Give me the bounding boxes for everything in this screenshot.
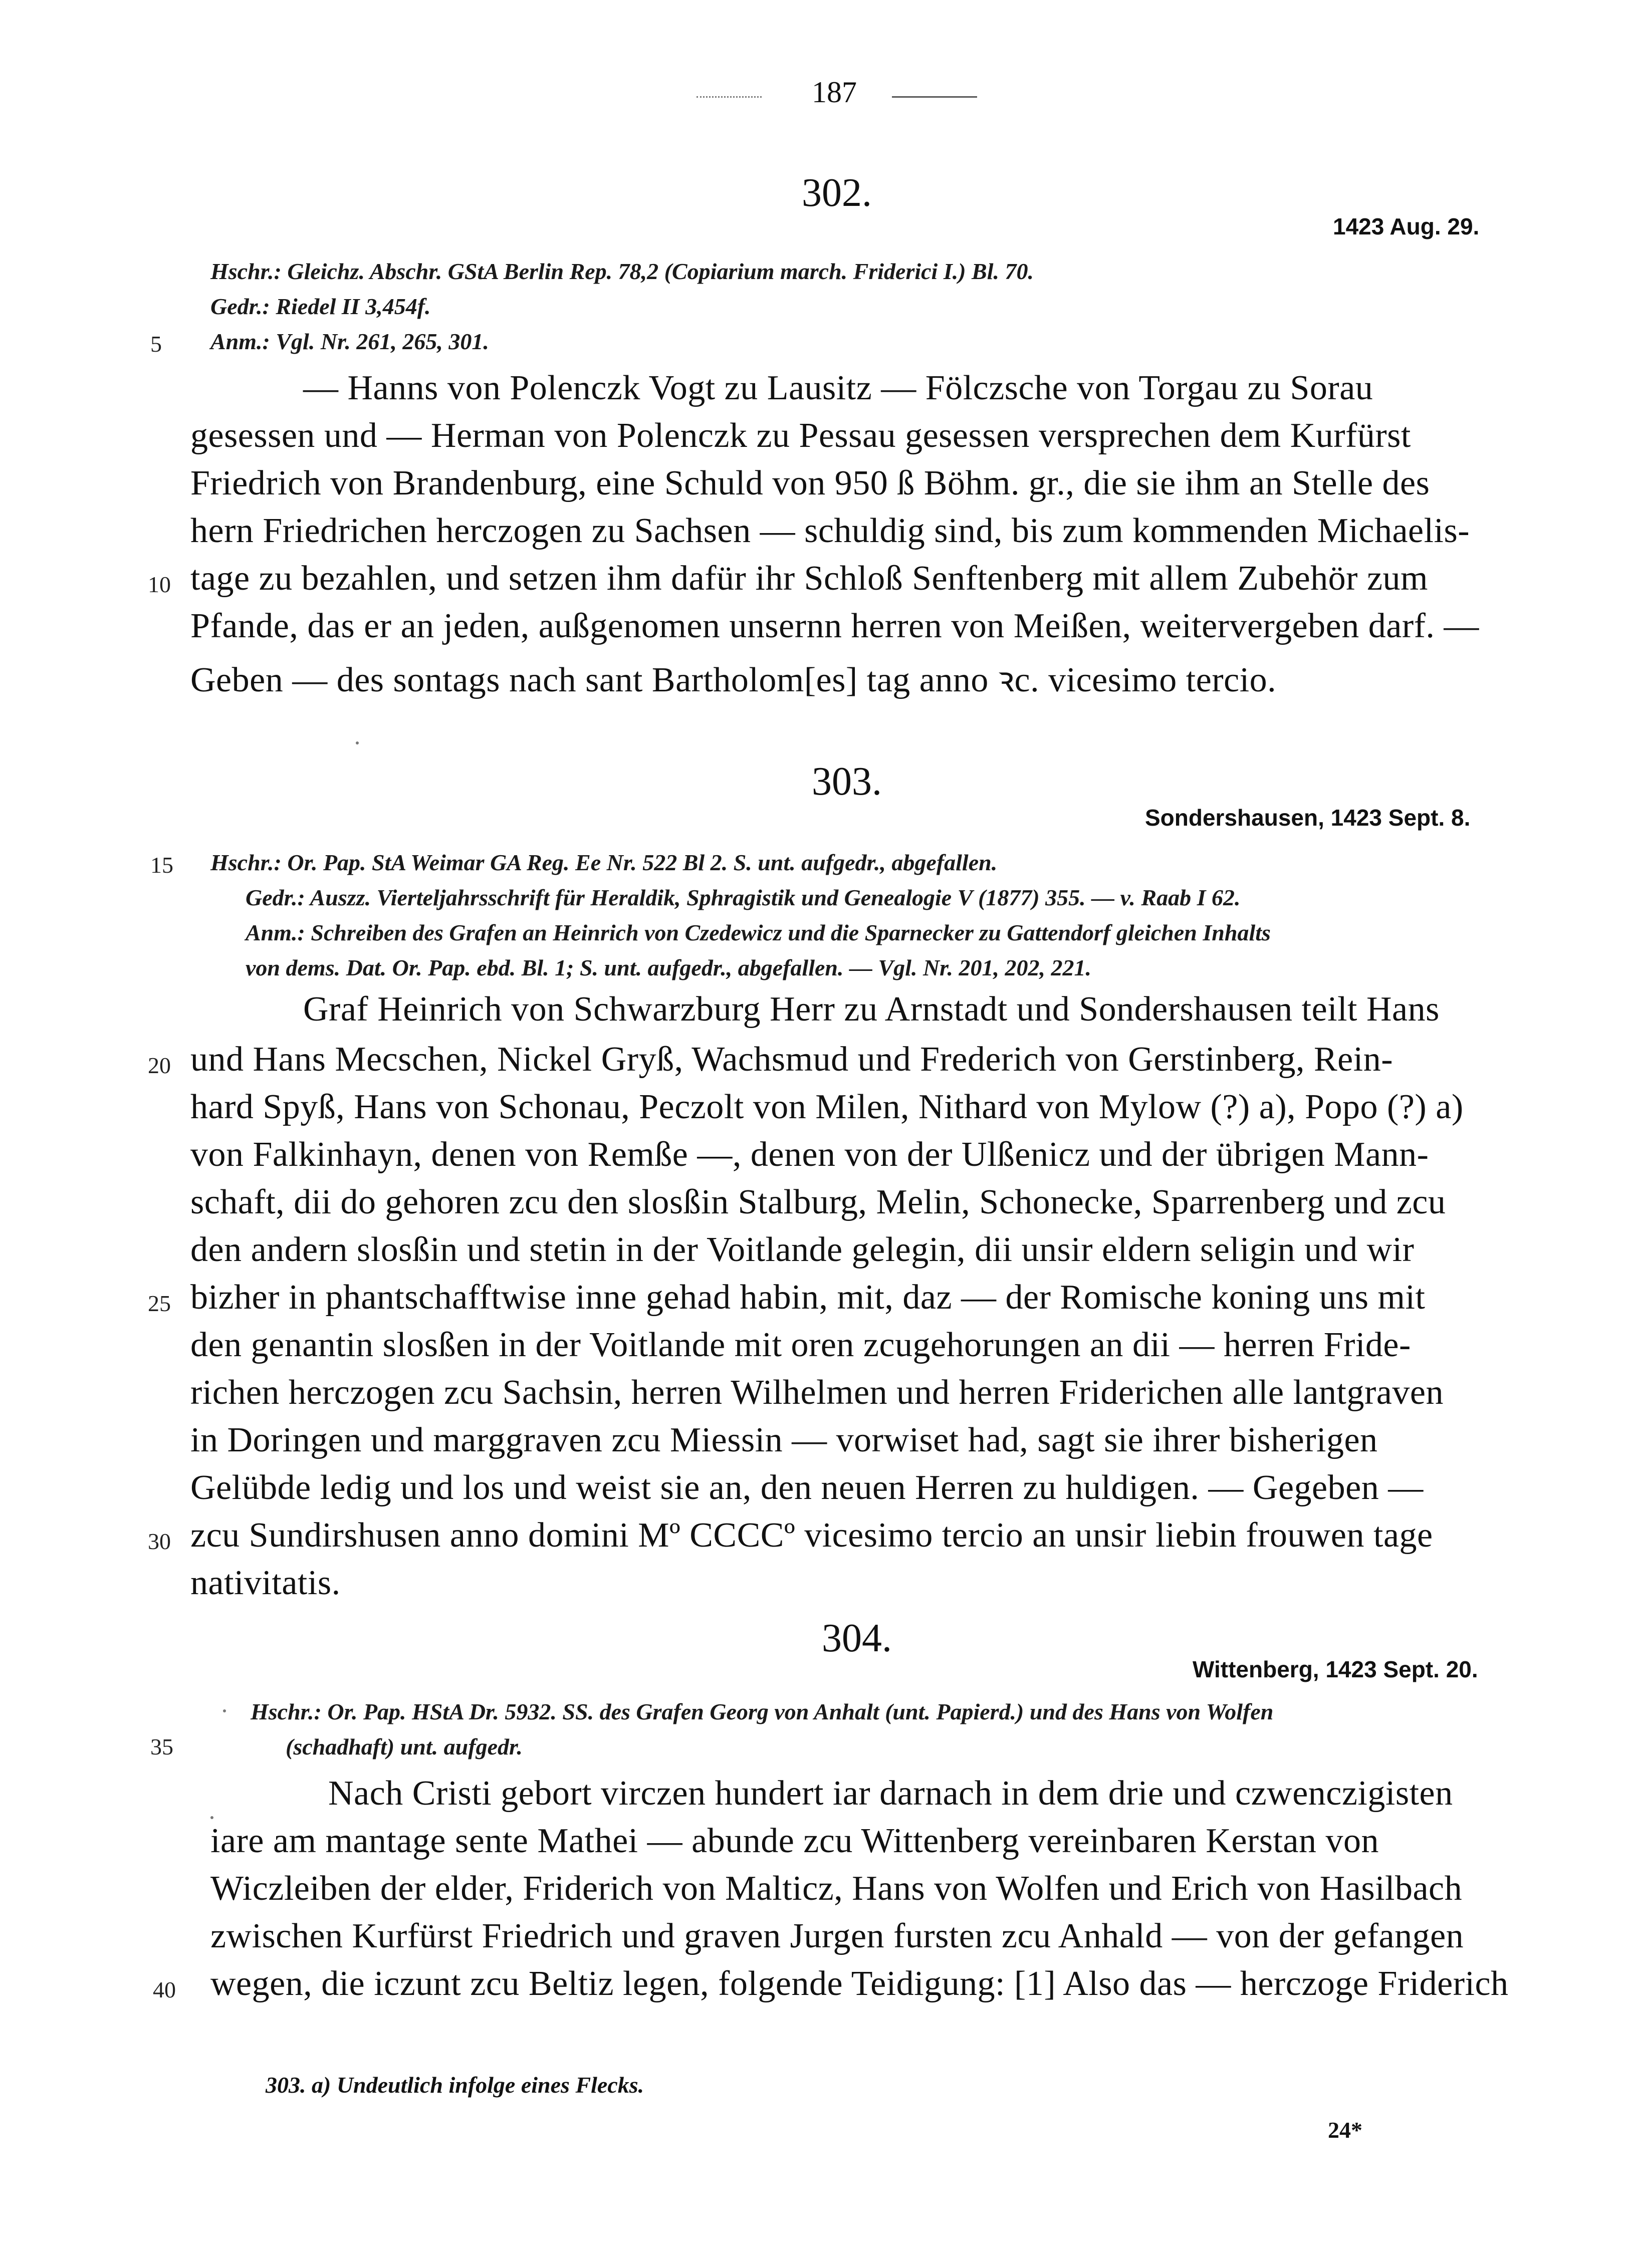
regest-line: bizher in phantschafftwise inne gehad habin, mit, daz — der Romische koning uns mit	[190, 1278, 1426, 1317]
apparatus-line: Hschr.: Or. Pap. HStA Dr. 5932. SS. des Grafen Georg von Anhalt (unt. Papierd.) und des Hans von Wolfen	[251, 1699, 1274, 1724]
regest-line: zwischen Kurfürst Friedrich und graven Jurgen fursten zcu Anhald — von der gefangen	[210, 1917, 1464, 1955]
regest-line: hern Friedrichen herczogen zu Sachsen — schuldig sind, bis zum kommenden Michaelis-	[190, 512, 1470, 550]
apparatus-line: Anm.: Vgl. Nr. 261, 265, 301.	[210, 329, 489, 354]
regest-line: in Doringen und marggraven zcu Miessin — vorwiset had, sagt sie ihrer bisherigen	[190, 1421, 1378, 1459]
line-number: 20	[148, 1053, 171, 1078]
regest-line: Wiczleiben der elder, Friderich von Malticz, Hans von Wolfen und Erich von Hasilbach	[210, 1869, 1463, 1908]
regest-line: zcu Sundirshusen anno domini Mº CCCCº vicesimo tercio an unsir liebin frouwen tage	[190, 1516, 1433, 1555]
apparatus-line: Hschr.: Gleichz. Abschr. GStA Berlin Rep. 78,2 (Copiarium march. Friderici I.) Bl. 70.	[210, 259, 1034, 284]
regest-line: Geben — des sontags nach sant Bartholom[es] tag anno ꝛc. vicesimo tercio.	[190, 661, 1277, 699]
apparatus-line: Hschr.: Or. Pap. StA Weimar GA Reg. Ee Nr. 522 Bl 2. S. unt. aufgedr., abgefallen.	[210, 850, 998, 875]
regest-line: hard Spyß, Hans von Schonau, Peczolt von Milen, Nithard von Mylow (?) a), Popo (?) a)	[190, 1088, 1464, 1126]
apparatus-line: Gedr.: Riedel II 3,454f.	[210, 294, 431, 319]
page-number: 187	[812, 76, 857, 109]
regest-line: Pfande, das er an jeden, außgenomen unsernn herren von Meißen, weitervergeben darf. —	[190, 607, 1479, 645]
line-number: 10	[148, 572, 171, 597]
line-number: 15	[150, 852, 173, 878]
document-number: 304.	[822, 1616, 892, 1660]
regest-line: Nach Cristi gebort virczen hundert iar darnach in dem drie und czwenczigisten	[328, 1774, 1453, 1813]
paper-speck	[356, 741, 359, 744]
line-number: 25	[148, 1291, 171, 1316]
footnote: 303. a) Undeutlich infolge eines Flecks.	[266, 2072, 644, 2098]
regest-line: nativitatis.	[190, 1564, 341, 1602]
regest-line: Gelübde ledig und los und weist sie an, den neuen Herren zu huldigen. — Gegeben —	[190, 1468, 1424, 1507]
line-number: 5	[150, 331, 162, 357]
header-rule-right	[892, 96, 977, 98]
line-number: 40	[153, 1977, 176, 2002]
regest-line: gesessen und — Herman von Polenczk zu Pessau gesessen versprechen dem Kurfürst	[190, 416, 1411, 455]
regest-line: wegen, die iczunt zcu Beltiz legen, folgende Teidigung: [1] Also das — herczoge Friderich	[210, 1964, 1509, 2003]
regest-line: den andern slosßin und stetin in der Voitlande gelegin, dii unsir eldern seligin und wir	[190, 1230, 1415, 1269]
document-date: Wittenberg, 1423 Sept. 20.	[1193, 1656, 1478, 1682]
document-date: Sondershausen, 1423 Sept. 8.	[1145, 805, 1471, 831]
apparatus-line: Gedr.: Auszz. Vierteljahrsschrift für Heraldik, Sphragistik und Genealogie V (1877) 355. — v. Raab I 62.	[246, 885, 1241, 910]
line-number: 30	[148, 1529, 171, 1554]
document-number: 302.	[802, 171, 872, 215]
paper-speck	[223, 1709, 226, 1712]
regest-line: und Hans Mecschen, Nickel Gryß, Wachsmud und Frederich von Gerstinberg, Rein-	[190, 1040, 1393, 1079]
regest-line: schaft, dii do gehoren zcu den slosßin Stalburg, Melin, Schonecke, Sparrenberg und zcu	[190, 1183, 1446, 1221]
regest-line: iare am mantage sente Mathei — abunde zcu Wittenberg vereinbaren Kerstan von	[210, 1822, 1379, 1860]
line-number: 35	[150, 1734, 173, 1759]
apparatus-line: von dems. Dat. Or. Pap. ebd. Bl. 1; S. unt. aufgedr., abgefallen. — Vgl. Nr. 201, 202, 221.	[246, 955, 1092, 980]
document-number: 303.	[812, 760, 882, 804]
regest-line: Graf Heinrich von Schwarzburg Herr zu Arnstadt und Sondershausen teilt Hans	[303, 990, 1440, 1029]
apparatus-line: (schadhaft) unt. aufgedr.	[286, 1734, 523, 1759]
regest-line: den genantin slosßen in der Voitlande mit oren zcugehorungen an dii — herren Fride-	[190, 1326, 1411, 1364]
regest-line: tage zu bezahlen, und setzen ihm dafür ihr Schloß Senftenberg mit allem Zubehör zum	[190, 559, 1429, 598]
apparatus-line: Anm.: Schreiben des Grafen an Heinrich von Czedewicz und die Sparnecker zu Gattendorf gleichen Inhalts	[246, 920, 1271, 945]
regest-line: Friedrich von Brandenburg, eine Schuld von 950 ß Böhm. gr., die sie ihm an Stelle des	[190, 464, 1430, 502]
paper-speck	[210, 1816, 213, 1819]
regest-line: — Hanns von Polenczk Vogt zu Lausitz — Fölczsche von Torgau zu Sorau	[303, 369, 1373, 407]
regest-line: richen herczogen zcu Sachsin, herren Wilhelmen und herren Friderichen alle lantgraven	[190, 1373, 1444, 1412]
document-date: 1423 Aug. 29.	[1333, 213, 1480, 239]
header-rule-left	[696, 96, 762, 98]
regest-line: von Falkinhayn, denen von Remße —, denen von der Ulßenicz und der übrigen Mann-	[190, 1135, 1429, 1174]
signature-mark: 24*	[1328, 2117, 1362, 2143]
